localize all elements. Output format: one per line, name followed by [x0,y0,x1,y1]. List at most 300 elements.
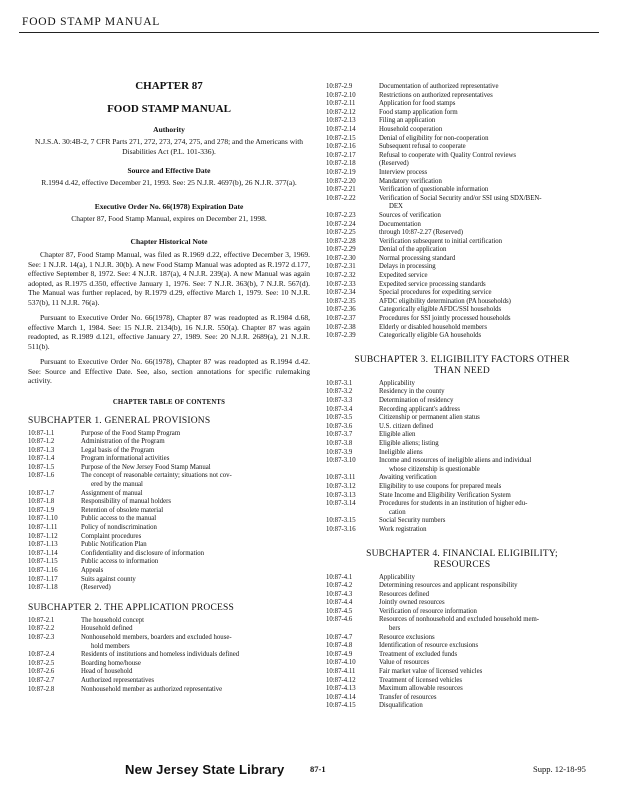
toc-entry [326,195,598,212]
toc-entry-text [379,298,598,307]
toc-entry-title: Citizenship or permanent alien status [379,414,480,422]
toc-entry-title: Determining resources and applicant responsibility [379,582,518,590]
toc-entry [28,447,310,456]
toc-entry [326,483,598,492]
toc-entry-number: 10:87-2.30 [326,254,356,262]
toc-entry-text [81,541,310,550]
toc-entry-number: 10:87-2.15 [326,134,356,142]
toc-entry-title: Household defined [81,625,133,633]
toc-entry-number: 10:87-3.14 [326,500,356,508]
toc-entry-number: 10:87-2.32 [326,272,356,280]
toc-entry-title: Delays in processing [379,263,436,271]
toc-entry [326,659,598,668]
toc-entry-text [81,447,310,456]
toc-entry-number: 10:87-2.31 [326,263,356,271]
toc-entry [28,550,310,559]
toc-entry-number: 10:87-2.24 [326,220,356,228]
toc-entry-title: Resources of nonhousehold and excluded household mem- [379,616,540,624]
toc-entry-text [81,567,310,576]
toc-entry-number: 10:87-3.1 [326,379,353,387]
toc-entry [28,567,310,576]
toc-entry-text [379,380,598,389]
toc-entry-text [379,642,598,651]
running-title: FOOD STAMP MANUAL [22,16,161,28]
toc-entry [326,449,598,458]
toc-entry-text [379,212,598,221]
toc-entry [28,541,310,550]
toc-entry-number: 10:87-2.11 [326,100,356,108]
toc-entry-number: 10:87-2.22 [326,194,356,202]
toc-entry-title: Boarding home/house [81,659,141,667]
toc-entry [326,642,598,651]
toc-entry-number: 10:87-2.10 [326,91,356,99]
toc-entry-text [81,455,310,464]
subchapter-4-heading-line-1: SUBCHAPTER 4. FINANCIAL ELIGIBILITY; [366,548,558,559]
toc-entry-title: Eligibility to use coupons for prepared meals [379,482,502,490]
toc-entry-text [81,558,310,567]
toc-entry [326,651,598,660]
toc-entry-title: (Reserved) [81,584,111,592]
toc-entry [28,558,310,567]
toc-entry-number: 10:87-2.4 [28,651,55,659]
toc-entry-title: Awaiting verification [379,474,437,482]
toc-entry-title: Verification of questionable information [379,186,489,194]
toc-entry-text [379,315,598,324]
toc-entry-title: Household cooperation [379,125,443,133]
toc-entry-number: 10:87-1.8 [28,498,55,506]
toc-entry-number: 10:87-1.2 [28,438,55,446]
toc-entry-text [379,255,598,264]
toc-entry-number: 10:87-4.7 [326,633,353,641]
toc-entry-title: Procedures for SSI jointly processed households [379,315,511,323]
toc-entry-title: Residents of institutions and homeless individuals defined [81,651,240,659]
toc-entry-number: 10:87-2.16 [326,143,356,151]
toc-entry-text [379,457,598,474]
toc-entry-text [379,500,598,517]
toc-entry-number: 10:87-1.3 [28,446,55,454]
toc-entry-number: 10:87-2.29 [326,246,356,254]
toc-entry-text [81,668,310,677]
toc-entry-text [379,483,598,492]
toc-entry-text [379,599,598,608]
toc-entry-number: 10:87-2.21 [326,186,356,194]
toc-entry [326,474,598,483]
toc-entry [326,397,598,406]
toc-entry-number: 10:87-4.9 [326,650,353,658]
toc-entry-title: Denial of eligibility for non-cooperation [379,134,489,142]
toc-entry [326,315,598,324]
toc-entry [326,423,598,432]
toc-entry [326,246,598,255]
toc-entry-title: Restrictions on authorized representatives [379,91,493,99]
toc-entry-text [81,472,310,489]
toc-entry [326,616,598,633]
toc-entry-title: Interview process [379,168,428,176]
right-column [326,83,598,711]
toc-entry [326,457,598,474]
toc-entry-text [379,324,598,333]
toc-entry [326,263,598,272]
toc-entry-number: 10:87-2.25 [326,229,356,237]
toc-entry [28,576,310,585]
toc-entry-text [379,474,598,483]
toc-entry-title: U.S. citizen defined [379,422,433,430]
toc-entry-number: 10:87-2.1 [28,616,55,624]
toc-entry-text [379,306,598,315]
toc-heading: CHAPTER TABLE OF CONTENTS [112,398,226,406]
toc-entry-number: 10:87-2.14 [326,125,356,133]
toc-entry-text [81,430,310,439]
toc-entry-continuation: bers [389,625,401,633]
toc-entry-continuation: cation [389,508,406,516]
toc-entry-title: Jointly owned resources [379,599,445,607]
toc-entry-title: Policy of nondiscrimination [81,524,157,532]
toc-entry-title: Confidentiality and disclosure of information [81,549,205,557]
toc-entry-text [81,651,310,660]
subchapter-3-heading-line-1: SUBCHAPTER 3. ELIGIBILITY FACTORS OTHER [354,354,570,365]
toc-entry [28,660,310,669]
toc-entry-text [379,289,598,298]
toc-entry-continuation: DEX [389,203,403,211]
toc-entry-number: 10:87-4.10 [326,659,356,667]
toc-entry-text [379,694,598,703]
toc-entry-text [379,616,598,633]
toc-entry [326,668,598,677]
toc-entry-title: Income and resources of ineligible aliens and individual [379,457,532,465]
toc-entry [326,92,598,101]
toc-entry-number: 10:87-3.7 [326,431,353,439]
toc-entry-title: Filing an application [379,117,436,125]
toc-entry-number: 10:87-3.6 [326,422,353,430]
toc-entry-text [379,634,598,643]
toc-entry-title: AFDC eligibility determination (PA households) [379,297,511,305]
toc-entry-continuation: whose citizenship is questionable [389,465,480,473]
toc-entry-number: 10:87-3.5 [326,414,353,422]
toc-entry-title: Administration of the Program [81,438,165,446]
toc-entry-text [379,406,598,415]
toc-entry-text [379,591,598,600]
toc-entry [326,634,598,643]
subchapter-2-heading: SUBCHAPTER 2. THE APPLICATION PROCESS [28,602,234,613]
toc-entry-number: 10:87-4.12 [326,676,356,684]
toc-entry [28,634,310,651]
toc-entry-number: 10:87-3.13 [326,491,356,499]
toc-entry-text [379,152,598,161]
toc-entry-number: 10:87-2.38 [326,323,356,331]
toc-entry-number: 10:87-2.23 [326,211,356,219]
toc-entry-title: Food stamp application form [379,108,458,116]
toc-entry [326,178,598,187]
toc-entry-text [81,634,310,651]
toc-entry-number: 10:87-3.2 [326,388,353,396]
toc-entry-text [81,584,310,593]
toc-entry-title: Public access to information [81,558,159,566]
toc-entry-title: Value of resources [379,659,430,667]
toc-entry-number: 10:87-2.3 [28,633,55,641]
toc-entry [326,380,598,389]
toc-entry-number: 10:87-4.15 [326,702,356,710]
toc-entry [28,668,310,677]
toc-entry [326,414,598,423]
toc-entry-title: Eligible aliens; listing [379,439,439,447]
toc-entry-title: Legal basis of the Program [81,446,155,454]
toc-entry-text [379,449,598,458]
toc-entry-text [81,550,310,559]
toc-entry-number: 10:87-2.33 [326,280,356,288]
toc-entry-number: 10:87-4.14 [326,693,356,701]
toc-entry-title: Categorically eligible GA households [379,332,482,340]
toc-entry-text [379,423,598,432]
eo-text: Chapter 87, Food Stamp Manual, expires on December 21, 1998. [71,213,267,223]
toc-entry-title: Suits against county [81,575,136,583]
toc-entry-title: Categorically eligible AFDC/SSI households [379,306,502,314]
subchapter-2-list [28,617,310,694]
toc-entry-number: 10:87-1.14 [28,549,58,557]
toc-entry-text [379,169,598,178]
eo-heading: Executive Order No. 66(1978) Expiration Date [94,201,244,211]
toc-entry [326,306,598,315]
toc-entry-text [379,229,598,238]
toc-entry [326,526,598,535]
toc-entry-number: 10:87-2.7 [28,676,55,684]
toc-entry-number: 10:87-2.28 [326,237,356,245]
toc-entry-text [81,438,310,447]
toc-entry [28,533,310,542]
toc-entry-title: The concept of reasonable certainty; situations not cov- [81,472,232,480]
toc-entry-title: Mandatory verification [379,177,442,185]
toc-entry-title: Transfer of resources [379,693,437,701]
toc-entry-number: 10:87-4.8 [326,642,353,650]
toc-entry [28,438,310,447]
toc-entry-text [379,126,598,135]
subchapter-4-list [326,574,598,712]
toc-entry [326,83,598,92]
toc-entry [326,574,598,583]
toc-entry-text [379,92,598,101]
toc-entry-number: 10:87-2.35 [326,297,356,305]
toc-entry [326,608,598,617]
toc-entry-text [379,178,598,187]
toc-entry-text [81,507,310,516]
toc-entry-text [379,263,598,272]
toc-entry-title: Determination of residency [379,397,454,404]
toc-entry-text [379,574,598,583]
toc-entry-number: 10:87-3.11 [326,474,356,482]
history-paragraph-2: Pursuant to Executive Order No. 66(1978), Chapter 87 was readopted as R.1984 d.68, effective March 1, 1984. See: 15 N.J.R. 2134(b), 16 N.J.R. 550(a). Chapter 87 was again readopted, as R.1989 d.121, effective January 27, 1989. See: 20 N.J.R. 2689(a), 21 N.J.R. 511(b). [28,313,310,351]
toc-entry [326,169,598,178]
chapter-title: FOOD STAMP MANUAL [107,103,231,115]
toc-entry-text [379,659,598,668]
toc-entry-title: Sources of verification [379,211,441,219]
toc-entry-text [379,414,598,423]
toc-entry-title: Nonhousehold member as authorized representative [81,685,223,693]
toc-entry-title: Authorized representatives [81,676,155,684]
toc-entry-text [81,498,310,507]
toc-entry-title: Resource exclusions [379,633,435,641]
source-heading: Source and Effective Date [127,166,211,175]
toc-entry-number: 10:87-1.10 [28,515,58,523]
toc-entry-title: Verification of resource information [379,607,477,615]
toc-entry-title: The household concept [81,616,145,624]
toc-entry-continuation: hold members [91,642,130,650]
toc-entry-title: Resources defined [379,590,430,598]
toc-entry-title: Procedures for students in an institution of higher edu- [379,500,528,508]
toc-entry [326,100,598,109]
toc-entry [28,515,310,524]
toc-entry [28,677,310,686]
toc-entry-number: 10:87-3.9 [326,448,353,456]
toc-entry [326,212,598,221]
toc-entry-text [379,186,598,195]
toc-entry-number: 10:87-3.3 [326,397,353,404]
toc-entry-number: 10:87-1.15 [28,558,58,566]
toc-entry-text [81,524,310,533]
toc-entry-title: Appeals [81,567,104,574]
toc-entry-title: Treatment of excluded funds [379,650,458,658]
toc-entry-title: Elderly or disabled household members [379,323,487,331]
toc-entry-number: 10:87-4.1 [326,573,353,581]
toc-entry-text [379,100,598,109]
toc-entry-title: Refusal to cooperate with Quality Control reviews [379,151,517,159]
toc-entry-number: 10:87-2.19 [326,168,356,176]
toc-entry [28,455,310,464]
toc-entry-text [379,431,598,440]
subchapter-3-heading [326,355,598,377]
toc-entry-text [379,143,598,152]
toc-entry-text [379,272,598,281]
toc-entry [326,388,598,397]
toc-entry-text [379,397,598,406]
authority-text: N.J.S.A. 30:4B-2, 7 CFR Parts 271, 272, 273, 274, 275, and 278; and the Americans with Disabilities Act (P.L. 101-336). [34,137,304,156]
toc-entry-title: Ineligible aliens [379,448,423,456]
toc-entry-text [379,109,598,118]
toc-entry-title: Disqualification [379,702,423,710]
toc-entry [326,229,598,238]
toc-entry [326,332,598,341]
toc-entry [326,255,598,264]
toc-entry-text [379,582,598,591]
toc-entry [326,440,598,449]
toc-entry-text [81,686,310,695]
toc-entry-number: 10:87-1.11 [28,524,58,532]
toc-entry-number: 10:87-1.9 [28,506,55,514]
toc-entry [326,238,598,247]
toc-entry [326,702,598,711]
subchapter-4-heading [326,549,598,571]
toc-entry-text [81,515,310,524]
toc-entry-number: 10:87-2.9 [326,83,353,90]
toc-entry [326,406,598,415]
toc-entry-title: Public Notification Plan [81,541,147,549]
toc-entry-title: Identification of resource exclusions [379,642,479,650]
toc-entry [326,492,598,501]
toc-entry-number: 10:87-2.13 [326,117,356,125]
toc-entry-number: 10:87-1.16 [28,567,58,574]
toc-entry [326,152,598,161]
toc-entry [326,117,598,126]
supplement-date: Supp. 12-18-95 [533,764,586,774]
toc-entry-title: Program informational activities [81,455,170,463]
toc-entry-number: 10:87-4.13 [326,685,356,693]
toc-entry [28,507,310,516]
toc-entry-title: Verification of Social Security and/or SSI using SDX/BEN- [379,194,542,202]
subchapter-2-list-continued [326,83,598,341]
toc-entry [326,685,598,694]
toc-entry-text [379,135,598,144]
toc-entry-text [379,117,598,126]
toc-entry-text [81,533,310,542]
toc-entry-number: 10:87-2.12 [326,108,356,116]
toc-entry-title: Application for food stamps [379,100,456,108]
toc-entry-text [379,160,598,169]
toc-entry-title: Responsibility of manual holders [81,498,172,506]
toc-entry-number: 10:87-3.4 [326,405,353,413]
toc-entry-text [379,492,598,501]
toc-entry-text [81,490,310,499]
toc-entry-text [81,617,310,626]
toc-entry-text [379,685,598,694]
toc-entry-title: Expedited service [379,272,428,280]
toc-entry-text [379,668,598,677]
toc-entry-title: Documentation [379,220,421,228]
toc-entry-title: Public access to the manual [81,515,157,523]
toc-entry [326,135,598,144]
history-paragraph-3: Pursuant to Executive Order No. 66(1978), Chapter 87 was readopted as R.1994 d.42. See: Source and Effective Date. See, also, section annotations for specific rulemaking activity. [28,357,310,385]
header-rule [19,32,599,33]
toc-entry [326,109,598,118]
toc-entry-number: 10:87-1.17 [28,575,58,583]
toc-entry-number: 10:87-2.34 [326,289,356,297]
toc-entry-number: 10:87-2.6 [28,668,55,676]
toc-entry-title: Eligible alien [379,431,416,439]
toc-entry [28,686,310,695]
toc-entry [326,126,598,135]
toc-entry [28,584,310,593]
toc-entry-text [379,246,598,255]
toc-entry [326,143,598,152]
toc-entry-text [81,625,310,634]
subchapter-1-heading: SUBCHAPTER 1. GENERAL PROVISIONS [28,415,211,426]
toc-entry-number: 10:87-3.16 [326,525,356,533]
toc-entry-title: Subsequent refusal to cooperate [379,143,466,151]
toc-entry-title: Assignment of manual [81,489,143,497]
toc-entry-number: 10:87-4.5 [326,607,353,615]
toc-entry-title: Normal processing standard [379,254,456,262]
toc-entry-number: 10:87-2.36 [326,306,356,314]
toc-entry [326,272,598,281]
toc-entry-number: 10:87-3.15 [326,517,356,525]
toc-entry-number: 10:87-4.6 [326,616,353,624]
toc-entry-number: 10:87-1.12 [28,532,58,540]
toc-entry-title: Purpose of the Food Stamp Program [81,429,181,437]
toc-entry-text [379,677,598,686]
toc-entry-number: 10:87-2.8 [28,685,55,693]
toc-entry-number: 10:87-1.6 [28,472,55,480]
authority-heading: Authority [153,125,185,134]
toc-entry-title: Denial of the application [379,246,447,254]
toc-entry-text [379,526,598,535]
chapter-number: CHAPTER 87 [135,80,203,92]
toc-entry-text [379,195,598,212]
toc-entry-number: 10:87-3.8 [326,439,353,447]
toc-entry-title: Applicability [379,573,415,581]
toc-entry-text [379,238,598,247]
toc-entry-number: 10:87-1.1 [28,429,55,437]
toc-entry-text [379,388,598,397]
toc-entry-number: 10:87-3.12 [326,482,356,490]
toc-entry-number: 10:87-1.4 [28,455,55,463]
toc-entry [28,625,310,634]
